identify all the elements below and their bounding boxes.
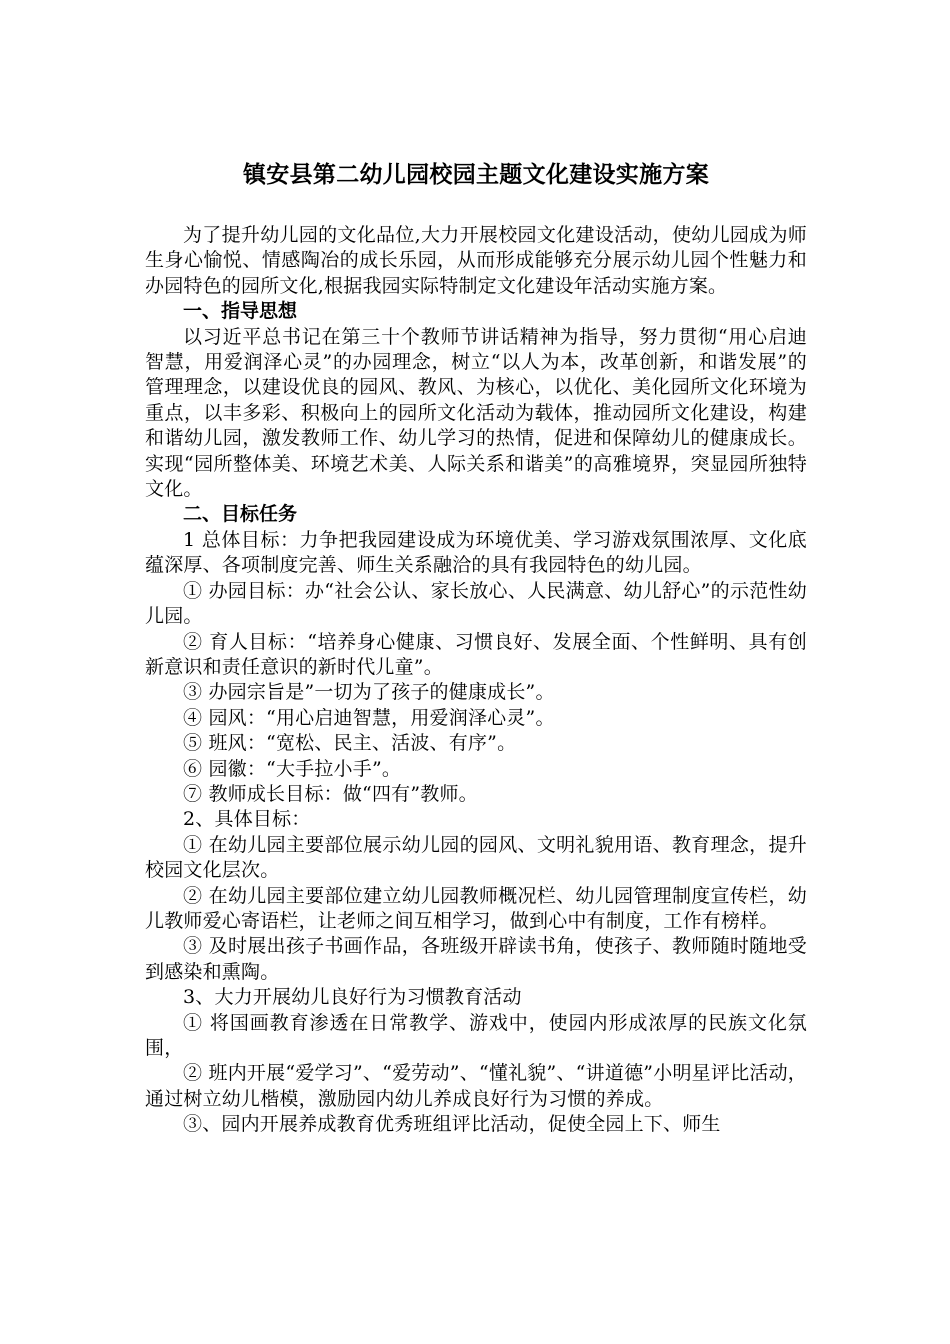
behavior-item-3: ③、园内开展养成教育优秀班组评比活动，促使全园上下、师生 — [183, 1113, 721, 1136]
goal-item-school-style: ④ 园风：“用心启迪智慧，用爱润泽心灵”。 — [183, 706, 555, 729]
guiding-ideology-paragraph: 以习近平总书记在第三十个教师节讲话精神为指导，努力贯彻“用心启迪智慧，用爱润泽心灵”的办园理念，树立“以人为本，改革创新，和谐发展”的管理理念，以建设优良的园风、教风、为核心，以优化、美化园所文化环境为重点，以丰多彩、积极向上的园所文化活动为载体，推动园所文化建设，构建和谐幼儿园，激发教师工作、幼儿学习的热情，促进和保障幼儿的健康成长。实现“园所整体美、环境艺术美、人际关系和谐美”的高雅境界，突显园所独特文化。 — [145, 325, 807, 501]
specific-goal-item-3: ③ 及时展出孩子书画作品，各班级开辟读书角，使孩子、教师随时随地受到感染和熏陶。 — [145, 935, 807, 983]
document-body — [145, 158, 807, 1138]
section-heading-goals-tasks: 二、目标任务 — [183, 503, 298, 526]
section-heading-guiding-ideology: 一、指导思想 — [183, 300, 298, 323]
intro-paragraph: 为了提升幼儿园的文化品位,大力开展校园文化建设活动，使幼儿园成为师生身心愉悦、情感陶冶的成长乐园，从而形成能够充分展示幼儿园个性魅力和办园特色的园所文化,根据我园实际特制定文化建设年活动实施方案。 — [145, 224, 807, 297]
goal-item-school-emblem: ⑥ 园徽：“大手拉小手”。 — [183, 757, 402, 780]
specific-goal-item-1: ① 在幼儿园主要部位展示幼儿园的园风、文明礼貌用语、教育理念，提升校园文化层次。 — [145, 833, 807, 882]
goal-item-education-goal: ② 育人目标：“培养身心健康、习惯良好、发展全面、个性鲜明、具有创新意识和责任意识的新时代儿童”。 — [145, 630, 807, 678]
behavior-item-2: ② 班内开展“爱学习”、“爱劳动”、“懂礼貌”、“讲道德”小明星评比活动，通过树立幼儿楷模，激励园内幼儿养成良好行为习惯的养成。 — [145, 1062, 807, 1110]
document-title: 镇安县第二幼儿园校园主题文化建设实施方案 — [243, 162, 709, 188]
goal-item-class-style: ⑤ 班风：“宽松、民主、活波、有序”。 — [183, 732, 517, 755]
specific-goals-heading: 2、具体目标： — [183, 808, 311, 831]
goal-item-school-purpose: ③ 办园宗旨是”一切为了孩子的健康成长”。 — [183, 681, 555, 704]
goal-item-teacher-growth: ⑦ 教师成长目标：做“四有”教师。 — [183, 782, 478, 805]
behavior-education-heading: 3、大力开展幼儿良好行为习惯教育活动 — [183, 986, 522, 1009]
behavior-item-1: ① 将国画教育渗透在日常教学、游戏中，使园内形成浓厚的民族文化氛围， — [145, 1011, 807, 1059]
specific-goal-item-2: ② 在幼儿园主要部位建立幼儿园教师概况栏、幼儿园管理制度宣传栏，幼儿教师爱心寄语栏，让老师之间互相学习，做到心中有制度，工作有榜样。 — [145, 884, 807, 932]
goal-item-school-goal: ① 办园目标：办“社会公认、家长放心、人民满意、幼儿舒心”的示范性幼儿园。 — [145, 579, 807, 628]
overall-goal-paragraph: 1 总体目标：力争把我园建设成为环境优美、学习游戏氛围浓厚、文化底蕴深厚、各项制度完善、师生关系融洽的具有我园特色的幼儿园。 — [145, 528, 807, 577]
